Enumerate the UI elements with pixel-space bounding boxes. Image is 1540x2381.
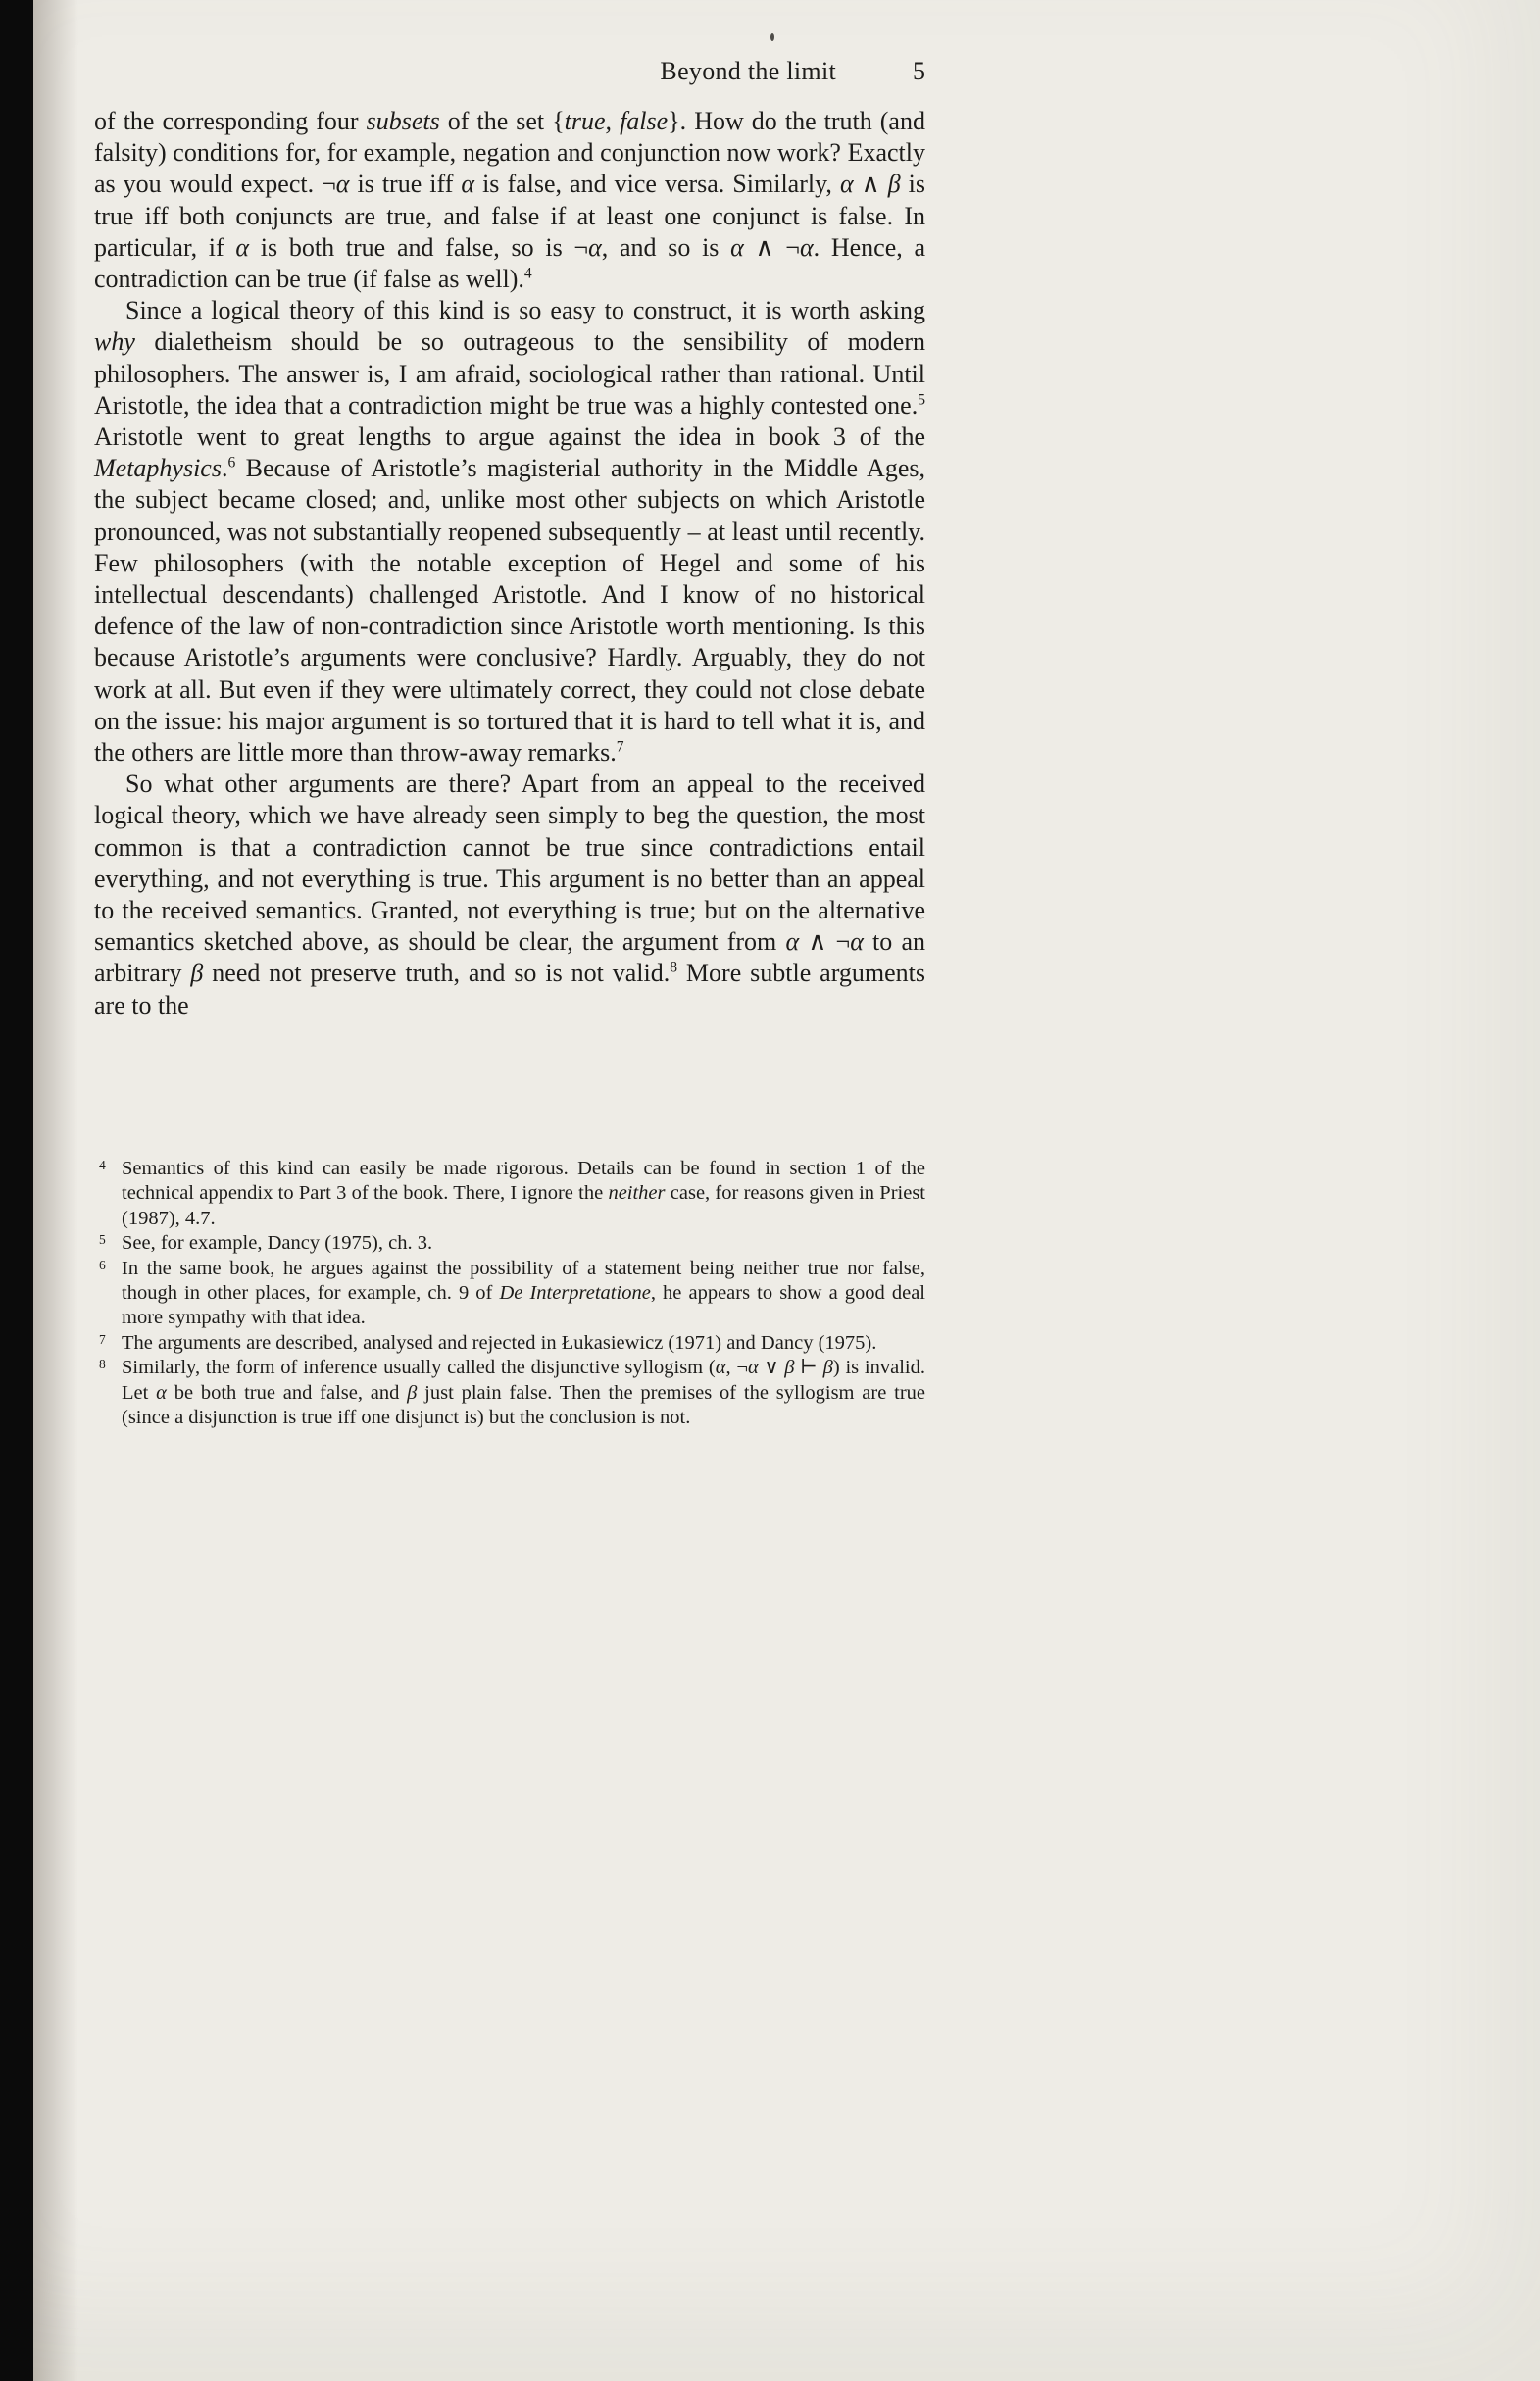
page-header <box>94 57 925 86</box>
text-run: Aristotle went to great lengths to argue against the idea in book 3 of the <box>94 422 925 452</box>
text-run: Because of Aristotle’s magisterial authority in the Middle Ages, the subject became closed; and, unlike most other subjects on which Aristotle pronounced, was not substantially reopened subsequently – at least until recently. Few philosophers (with the notable exception of Hegel and some of his intellectual descendants) challenged Aristotle. And I know of no historical defence of the law of non-contradiction since Aristotle worth mentioning. Is this because Aristotle’s arguments were conclusive? Hardly. Arguably, they do not work at all. But even if they were ultimately correct, they could not close debate on the issue: his major argument is so tortured that it is hard to tell what it is, and the others are little more than throw-away remarks. <box>94 454 925 768</box>
text-run: case, for reasons given in Priest (1987), 4.7. <box>122 1182 926 1229</box>
scan-artifact-dot <box>770 33 774 41</box>
italic-text: neither <box>608 1182 666 1205</box>
scan-edge-shadow <box>33 0 78 2381</box>
paragraph <box>94 769 925 1021</box>
italic-text: α <box>839 170 854 199</box>
italic-text: β <box>407 1381 418 1404</box>
text-run: }. How do the truth (and falsity) conditions for, for example, negation and conjunction now work? Exactly as you would expect. ¬ <box>94 107 925 199</box>
footnote-number: 6 <box>99 1257 106 1272</box>
text-run: , and so is <box>601 232 731 262</box>
text-run: , he appears to show a good deal more sympathy with that idea. <box>122 1282 926 1329</box>
text-run: be both true and false, and <box>166 1381 408 1404</box>
footnote-marker: 6 <box>227 454 236 471</box>
footnote-text <box>122 1232 432 1254</box>
text-run: Since a logical theory of this kind is so easy to construct, it is worth asking <box>125 296 925 325</box>
italic-text: α <box>235 232 250 262</box>
italic-text: true, false <box>564 107 669 135</box>
text-run: need not preserve truth, and so is not valid. <box>203 959 671 988</box>
text-run: is both true and false, so is ¬ <box>249 232 589 262</box>
text-run: is false, and vice versa. Similarly, <box>474 170 840 199</box>
page-number: 5 <box>913 57 925 85</box>
text-run: More subtle arguments are to the <box>94 959 925 1019</box>
text-run: Similarly, the form of inference usually called the disjunctive syllogism ( <box>122 1357 716 1379</box>
footnote <box>94 1331 925 1356</box>
footnote <box>94 1157 925 1231</box>
footnote <box>94 1231 925 1256</box>
text-run: ∨ <box>758 1357 785 1379</box>
italic-text: β <box>887 170 901 199</box>
text-run: The arguments are described, analysed and rejected in Łukasiewicz (1971) and Dancy (1975). <box>122 1331 877 1354</box>
footnote-number: 5 <box>99 1232 106 1248</box>
italic-text: α <box>850 927 864 957</box>
text-run: ) is invalid. Let <box>122 1357 925 1404</box>
footnote-text <box>122 1332 876 1354</box>
text-run: Semantics of this kind can easily be made rigorous. Details can be found in section 1 of the technical appendix to Part 3 of the book. There, I ignore the <box>122 1158 925 1205</box>
italic-text: Metaphysics <box>94 454 222 483</box>
text-run: dialetheism should be so outrageous to the sensibility of modern philosophers. The answer is, I am afraid, sociological rather than rational. Until Aristotle, the idea that a contradiction might be true was a highly contested one. <box>94 327 925 420</box>
footnote-number: 7 <box>99 1331 106 1347</box>
text-run: just plain false. Then the premises of the syllogism are true (since a disjunction is true iff one disjunct is) but the conclusion is not. <box>122 1381 925 1429</box>
italic-text: α <box>461 170 475 199</box>
italic-text: why <box>94 327 135 357</box>
footnote-text <box>122 1258 925 1329</box>
footnote-text <box>122 1357 925 1428</box>
text-run: of the set { <box>439 107 565 135</box>
footnote-marker: 4 <box>523 265 532 282</box>
footnote <box>94 1257 925 1331</box>
footnote-marker: 7 <box>616 738 624 756</box>
italic-text: De Interpretatione <box>499 1282 651 1305</box>
text-run: of the corresponding four <box>94 107 367 135</box>
text-run: ⊢ <box>794 1357 823 1379</box>
text-run: to an arbitrary <box>94 927 925 988</box>
footnote-number: 4 <box>99 1158 106 1172</box>
italic-text: β <box>822 1357 833 1379</box>
footnote <box>94 1356 925 1430</box>
footnote-number: 8 <box>99 1357 106 1372</box>
text-run: . Hence, a contradiction can be true (if false as well). <box>94 232 926 294</box>
italic-text: α <box>335 170 350 199</box>
footnote-marker: 8 <box>670 959 678 976</box>
text-run: , ¬ <box>725 1357 748 1379</box>
footnote-marker: 5 <box>918 391 925 409</box>
scan-edge-strip <box>0 0 33 2381</box>
footnote-text <box>122 1158 925 1229</box>
italic-text: α <box>730 232 744 262</box>
text-run: is true iff both conjuncts are true, and false if at least one conjunct is false. In particular, if <box>94 170 926 262</box>
italic-text: α <box>785 927 800 957</box>
italic-text: β <box>190 959 204 988</box>
text-run: ∧ ¬ <box>799 927 851 957</box>
paragraph <box>94 295 925 769</box>
running-title: Beyond the limit <box>660 57 836 85</box>
footnotes <box>94 1157 925 1430</box>
italic-text: subsets <box>366 107 440 135</box>
text-run: ∧ <box>853 170 888 199</box>
text-run: . <box>221 454 228 483</box>
italic-text: α <box>747 1357 759 1379</box>
italic-text: α <box>715 1357 726 1379</box>
italic-text: β <box>784 1357 795 1379</box>
paragraph <box>94 106 925 295</box>
text-run: So what other arguments are there? Apart from an appeal to the received logical theory, which we have already seen simply to beg the question, the most common is that a contradiction cannot be true since contradictions entail everything, and not everything is true. This argument is no better than an appeal to the received semantics. Granted, not everything is true; but on the alternative semantics sketched above, as should be clear, the argument from <box>94 769 925 957</box>
italic-text: α <box>588 232 602 262</box>
body-text <box>94 106 925 1021</box>
text-run: In the same book, he argues against the possibility of a statement being neither true nor false, though in other places, for example, ch. 9 of <box>122 1257 925 1305</box>
italic-text: α <box>156 1381 167 1404</box>
text-run: ∧ ¬ <box>743 232 800 262</box>
text-run: See, for example, Dancy (1975), ch. 3. <box>122 1232 433 1255</box>
italic-text: α <box>799 232 814 262</box>
text-run: is true iff <box>349 170 462 199</box>
